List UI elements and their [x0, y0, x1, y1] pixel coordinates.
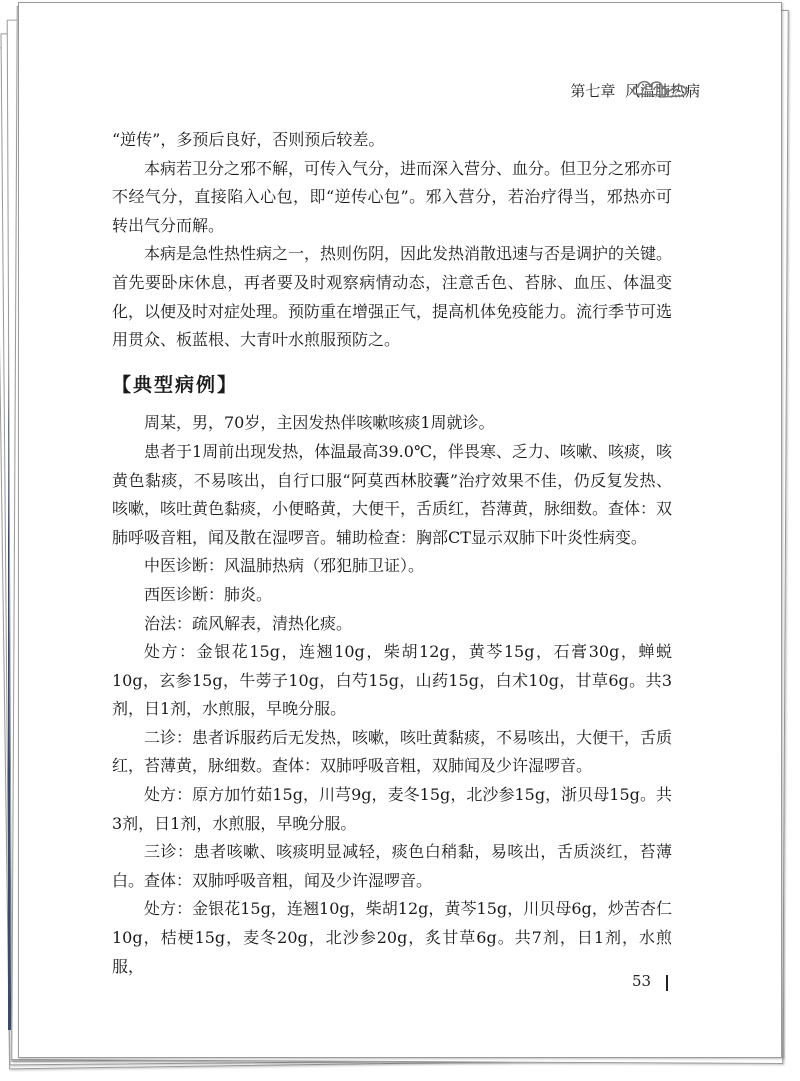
section-heading: 【典型病例】: [112, 373, 239, 396]
paragraph: 西医诊断：肺炎。: [144, 584, 273, 604]
paragraph: 治法：疏风解表，清热化痰。: [144, 613, 353, 633]
paragraph: 处方：金银花15g，连翘10g，柴胡12g，黄芩15g，石膏30g，蝉蜕10g，玄参15g，牛蒡子10g，白芍15g，山药15g，白术10g，甘草6g。共3剂，日1剂，水煎服，早晚分服。: [112, 642, 672, 719]
chapter-title: 风温肺热病: [624, 82, 700, 100]
paragraph: 本病若卫分之邪不解，可传入气分，进而深入营分、血分。但卫分之邪亦可不经气分，直接陷入心包，即“逆传心包”。邪入营分，若治疗得当，邪热亦可转出气分而解。: [112, 158, 673, 235]
paragraph: 处方：金银花15g，连翘10g，柴胡12g，黄芩15g，川贝母6g，炒苦杏仁10g，桔梗15g，麦冬20g，北沙参20g，炙甘草6g。共7剂，日1剂，水煎服，: [112, 899, 672, 976]
paragraph: 三诊：患者咳嗽、咳痰明显减轻，痰色白稍黏，易咳出，舌质淡红，苔薄白。查体：双肺呼吸音粗，闻及少许湿啰音。: [112, 842, 672, 890]
cloud-ornament-icon: [630, 74, 692, 104]
paragraph: 患者于1周前出现发热，体温最高39.0℃，伴畏寒、乏力、咳嗽、咳痰，咳黄色黏痰，不易咳出，自行口服“阿莫西林胶囊”治疗效果不佳，仍反复发热、咳嗽，咳吐黄色黏痰，小便略黄，大便干，舌质红，苔薄黄，脉细数。查体：双肺呼吸音粗，闻及散在湿啰音。辅助检查：胸部CT显示双肺下叶炎性病变。: [112, 441, 673, 547]
paragraph: 二诊：患者诉服药后无发热，咳嗽，咳吐黄黏痰，不易咳出，大便干，舌质红，苔薄黄，脉细数。查体：双肺呼吸音粗，双肺闻及少许湿啰音。: [112, 727, 673, 776]
chapter-number: 第七章: [570, 82, 616, 100]
paragraph: 周某，男，70岁，主因发热伴咳嗽咳痰1周就诊。: [144, 413, 495, 433]
paragraph: 本病是急性热性病之一，热则伤阴，因此发热消散迅速与否是调护的关键。首先要卧床休息，再者要及时观察病情动态，注意舌色、苔脉、血压、体温变化，以便及时对症处理。预防重在增强正气，提高机体免疫能力。流行季节可选用贯众、板蓝根、大青叶水煎服预防之。: [112, 244, 673, 350]
paragraph: 中医诊断：风温肺热病（邪犯肺卫证）。: [144, 556, 425, 576]
body-text: [112, 126, 672, 981]
page-number: 53: [632, 972, 652, 990]
paragraph: 处方：原方加竹茹15g，川芎9g，麦冬15g，北沙参15g，浙贝母15g。共3剂，日1剂，水煎服，早晚分服。: [112, 785, 672, 833]
paragraph: “逆传”，多预后良好，否则预后较差。: [112, 130, 385, 149]
page-number-rule: [666, 975, 668, 991]
